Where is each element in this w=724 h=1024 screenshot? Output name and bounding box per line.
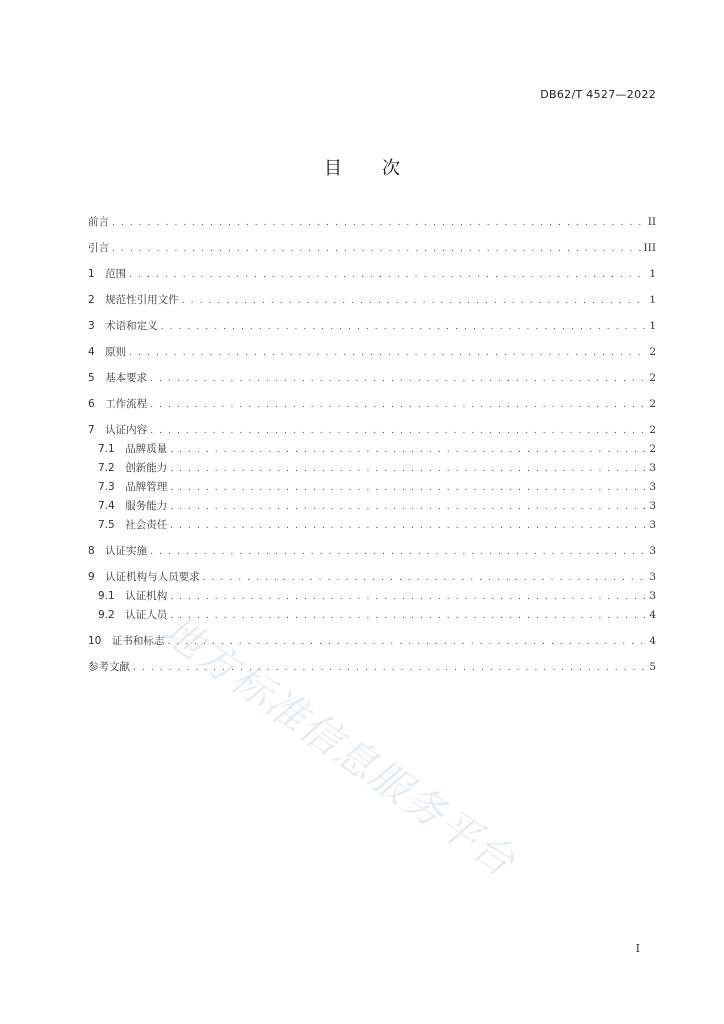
toc-entry-label: 10 证书和标志 [88,635,165,647]
toc-entry-4[interactable] [88,346,656,359]
toc-entry-label: 6 工作流程 [88,398,148,410]
toc-entry-3[interactable] [88,320,656,333]
toc-entry-page: 3 [649,590,656,602]
toc-entry-page: 3 [649,571,656,583]
toc-entry-label: 9.1 认证机构 [98,590,168,602]
toc-entry-label: 2 规范性引用文件 [88,294,179,306]
toc-entry-1[interactable] [88,268,656,281]
toc-entry-label: 7 认证内容 [88,424,148,436]
toc-entry-9-1[interactable] [88,590,656,603]
toc-entry-page: 5 [649,661,656,673]
toc-entry-references[interactable] [88,661,656,674]
toc-entry-page: 2 [649,346,656,358]
toc-entry-8[interactable] [88,545,656,558]
toc-entry-label: 引言 [88,242,109,254]
toc-entry-page: 1 [649,294,656,306]
toc-entry-2[interactable] [88,294,656,307]
toc-entry-page: III [643,242,656,254]
toc-entry-label: 1 范围 [88,268,127,280]
toc-title-char-1: 目 [324,158,342,179]
toc-entry-page: 2 [649,424,656,436]
toc-entry-7-1[interactable] [88,443,656,456]
toc-entry-page: 3 [649,500,656,512]
toc-entry-7-5[interactable] [88,519,656,532]
toc-entry-label: 7.1 品牌质量 [98,443,168,455]
document-code: DB62/T 4527—2022 [540,88,656,101]
toc-entry-introduction[interactable] [88,242,656,255]
toc-entry-label: 参考文献 [88,661,130,673]
toc-entry-page: 3 [649,519,656,531]
page-number: I [635,942,640,955]
toc-entry-label: 前言 [88,216,109,228]
toc-entry-page: 3 [649,481,656,493]
watermark: 地方标准信息服务平台 [153,607,524,886]
toc-entry-page: 4 [649,609,656,621]
toc-entry-label: 5 基本要求 [88,372,148,384]
toc-entry-foreword[interactable] [88,216,656,229]
toc-entry-6[interactable] [88,398,656,411]
toc-entry-page: 2 [649,443,656,455]
toc-entry-5[interactable] [88,372,656,385]
toc-entry-7[interactable] [88,424,656,437]
toc-entry-label: 3 术语和定义 [88,320,158,332]
toc-entry-7-3[interactable] [88,481,656,494]
toc-entry-page: 1 [649,268,656,280]
toc-entry-label: 7.2 创新能力 [98,462,168,474]
toc-entry-page: 2 [649,372,656,384]
toc-entry-7-2[interactable] [88,462,656,475]
toc-entry-page: 3 [649,545,656,557]
toc-entry-label: 8 认证实施 [88,545,148,557]
toc-list [88,216,656,674]
toc-entry-label: 4 原则 [88,346,127,358]
toc-entry-page: 4 [649,635,656,647]
toc-entry-label: 9 认证机构与人员要求 [88,571,200,583]
toc-entry-label: 7.4 服务能力 [98,500,168,512]
toc-entry-page: 1 [649,320,656,332]
toc-entry-page: II [647,216,656,228]
toc-entry-7-4[interactable] [88,500,656,513]
toc-entry-page: 3 [649,462,656,474]
toc-title-char-2: 次 [382,158,400,179]
toc-entry-page: 2 [649,398,656,410]
toc-entry-label: 7.5 社会责任 [98,519,168,531]
toc-entry-label: 9.2 认证人员 [98,609,168,621]
toc-entry-label: 7.3 品牌管理 [98,481,168,493]
toc-title [0,154,724,180]
toc-entry-9[interactable] [88,571,656,584]
